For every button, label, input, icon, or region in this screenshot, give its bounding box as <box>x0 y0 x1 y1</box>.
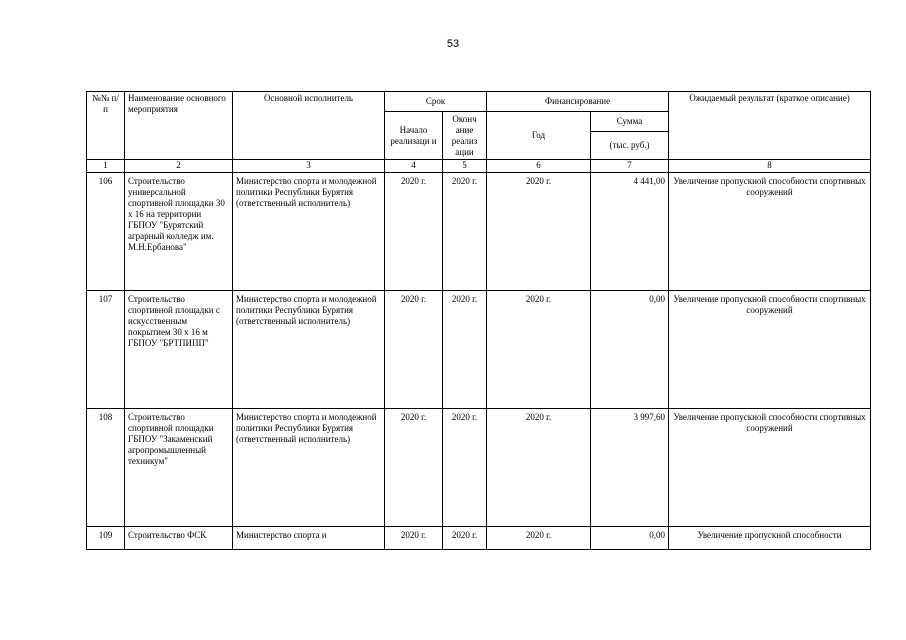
row-executor: Министерство спорта и <box>233 527 385 550</box>
header-financing: Финансирование <box>487 92 669 112</box>
header-year: Год <box>487 112 591 160</box>
column-numbers-row <box>87 160 871 173</box>
row-end: 2020 г. <box>443 409 487 527</box>
row-year: 2020 г. <box>487 173 591 291</box>
row-num: 108 <box>87 409 125 527</box>
row-executor: Министерство спорта и молодежной политики Республики Бурятия (ответственный исполнитель) <box>233 409 385 527</box>
row-end: 2020 г. <box>443 527 487 550</box>
row-num: 107 <box>87 291 125 409</box>
header-term-start: Начало реализаци и <box>385 112 443 160</box>
row-num: 109 <box>87 527 125 550</box>
table-row <box>87 409 871 527</box>
row-end: 2020 г. <box>443 173 487 291</box>
header-name: Наименование основного мероприятия <box>125 92 233 160</box>
header-term-end: Оконч ание реализ ации <box>443 112 487 160</box>
row-year: 2020 г. <box>487 291 591 409</box>
row-start: 2020 г. <box>385 527 443 550</box>
header-executor: Основной исполнитель <box>233 92 385 160</box>
column-number: 7 <box>591 160 669 173</box>
row-sum: 0,00 <box>591 291 669 409</box>
header-sum: Сумма <box>591 112 669 132</box>
row-result: Увеличение пропускной способности спортивных сооружений <box>669 409 871 527</box>
row-sum: 4 441,00 <box>591 173 669 291</box>
header-result: Ожидаемый результат (краткое описание) <box>669 92 871 160</box>
row-start: 2020 г. <box>385 173 443 291</box>
row-year: 2020 г. <box>487 527 591 550</box>
header-num: №№ п/п <box>87 92 125 160</box>
row-name: Строительство спортивной площадки с искусственным покрытием 30 х 16 м ГБПОУ "БРТПИПП" <box>125 291 233 409</box>
column-number: 6 <box>487 160 591 173</box>
row-name: Строительство универсальной спортивной площадки 30 х 16 на территории ГБПОУ "Бурятский аграрный колледж им. М.Н.Ербанова" <box>125 173 233 291</box>
row-num: 106 <box>87 173 125 291</box>
column-number: 4 <box>385 160 443 173</box>
row-executor: Министерство спорта и молодежной политики Республики Бурятия (ответственный исполнитель) <box>233 173 385 291</box>
row-sum: 0,00 <box>591 527 669 550</box>
table-row <box>87 173 871 291</box>
row-executor: Министерство спорта и молодежной политики Республики Бурятия (ответственный исполнитель) <box>233 291 385 409</box>
row-result: Увеличение пропускной способности спортивных сооружений <box>669 291 871 409</box>
row-year: 2020 г. <box>487 409 591 527</box>
header-term: Срок <box>385 92 487 112</box>
column-number: 2 <box>125 160 233 173</box>
row-name: Строительство ФСК <box>125 527 233 550</box>
row-end: 2020 г. <box>443 291 487 409</box>
page-number: 53 <box>446 38 460 50</box>
row-result: Увеличение пропускной способности <box>669 527 871 550</box>
row-name: Строительство спортивной площадки ГБПОУ "Закаменский агропромышленный техникум" <box>125 409 233 527</box>
column-number: 3 <box>233 160 385 173</box>
row-sum: 3 997,60 <box>591 409 669 527</box>
column-number: 1 <box>87 160 125 173</box>
column-number: 5 <box>443 160 487 173</box>
column-number: 8 <box>669 160 871 173</box>
row-result: Увеличение пропускной способности спортивных сооружений <box>669 173 871 291</box>
row-start: 2020 г. <box>385 291 443 409</box>
header-sum-unit: (тыс. руб.) <box>591 132 669 160</box>
row-start: 2020 г. <box>385 409 443 527</box>
table-row <box>87 527 871 550</box>
activities-table <box>86 91 871 550</box>
table-row <box>87 291 871 409</box>
